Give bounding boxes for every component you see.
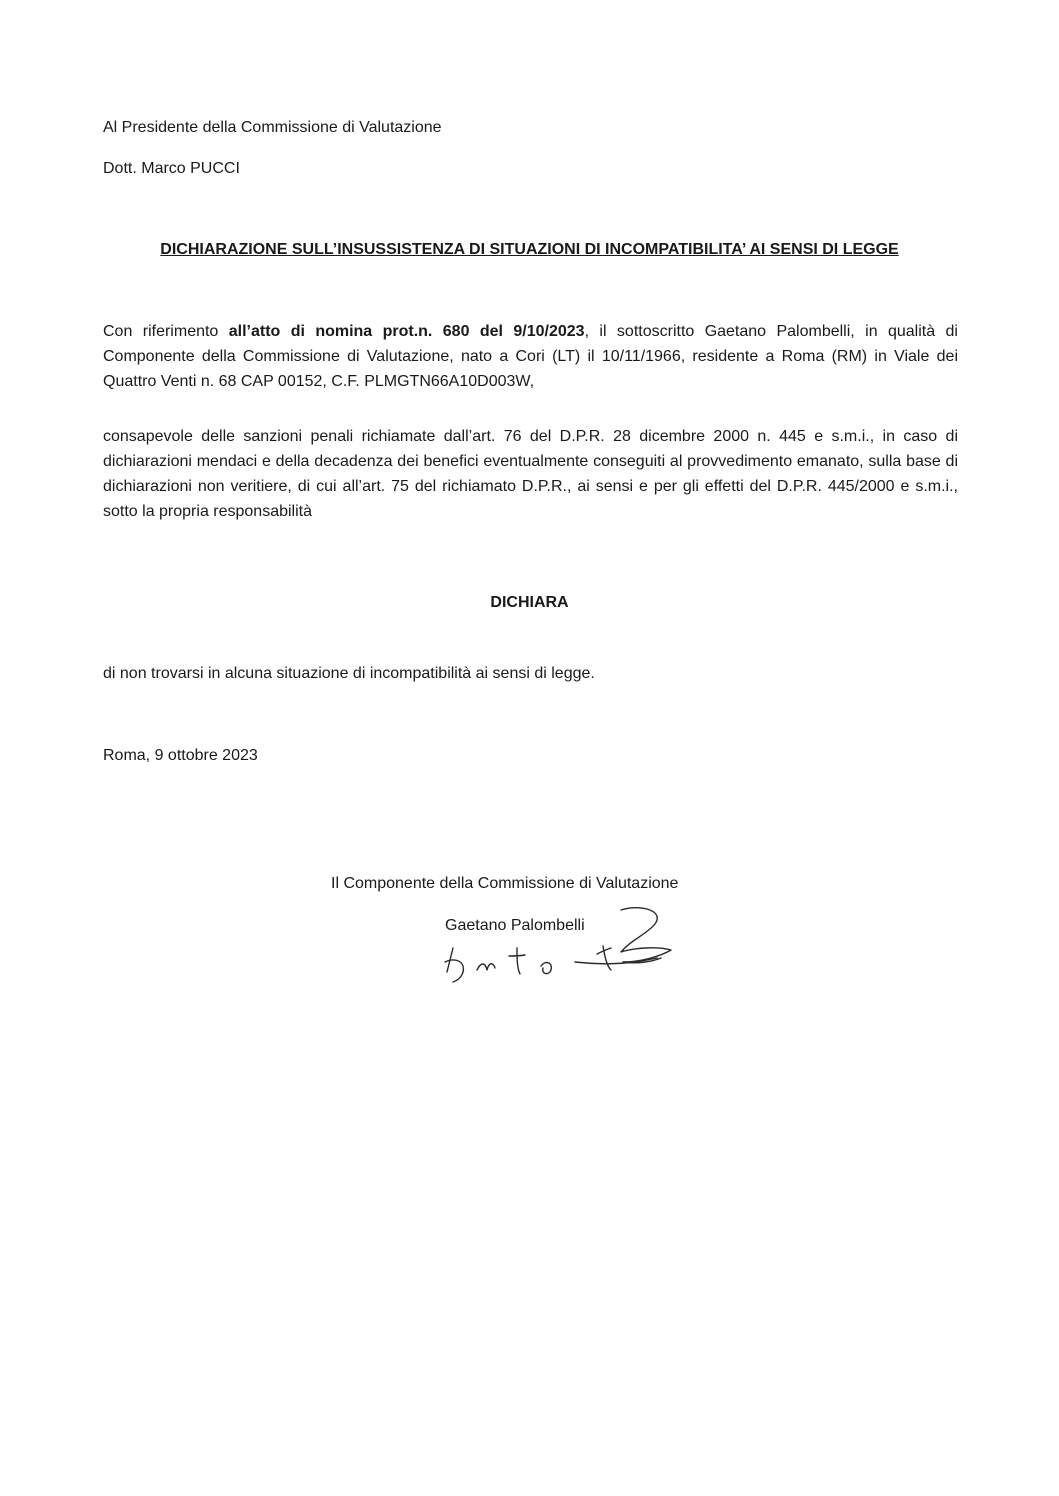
place-date: Roma, 9 ottobre 2023 bbox=[103, 747, 258, 764]
signatory-role: Il Componente della Commissione di Valutazione bbox=[331, 875, 679, 892]
recipient-line-2: Dott. Marco PUCCI bbox=[103, 160, 240, 177]
handwritten-signature bbox=[425, 900, 685, 990]
paragraph-reference bbox=[103, 319, 958, 394]
paragraph-awareness: consapevole delle sanzioni penali richiamate dall’art. 76 del D.P.R. 28 dicembre 2000 n. 445 e s.m.i., in caso di dichiarazioni mendaci e della decadenza dei benefici eventualmente conseguiti al provvedimento emanato, sulla base di dichiarazioni non veritiere, di cui all’art. 75 del richiamato D.P.R., ai sensi e per gli effetti del D.P.R. 445/2000 e s.m.i., sotto la propria responsabilità bbox=[103, 428, 958, 520]
recipient-line-1: Al Presidente della Commissione di Valutazione bbox=[103, 119, 442, 136]
declares-heading: DICHIARA bbox=[490, 594, 569, 611]
paragraph-reference-rest: , il sottoscritto Gaetano Palombelli, in qualità di Componente della Commissione di Valutazione, nato a Cori (LT) il 10/11/1966, residente a Roma (RM) in Viale dei Quattro Venti n. 68 CAP 00152, C.F. PLMGTN66A10D003W, bbox=[103, 323, 958, 390]
paragraph-reference-lead: Con riferimento bbox=[103, 323, 229, 340]
paragraph-reference-bold: all’atto di nomina prot.n. 680 del 9/10/2023 bbox=[228, 323, 585, 340]
declaration-statement: di non trovarsi in alcuna situazione di incompatibilità ai sensi di legge. bbox=[103, 665, 595, 682]
document-title: DICHIARAZIONE SULL’INSUSSISTENZA DI SITUAZIONI DI INCOMPATIBILITA’ AI SENSI DI LEGGE bbox=[160, 241, 899, 258]
signatory-name: Gaetano Palombelli bbox=[445, 917, 585, 934]
